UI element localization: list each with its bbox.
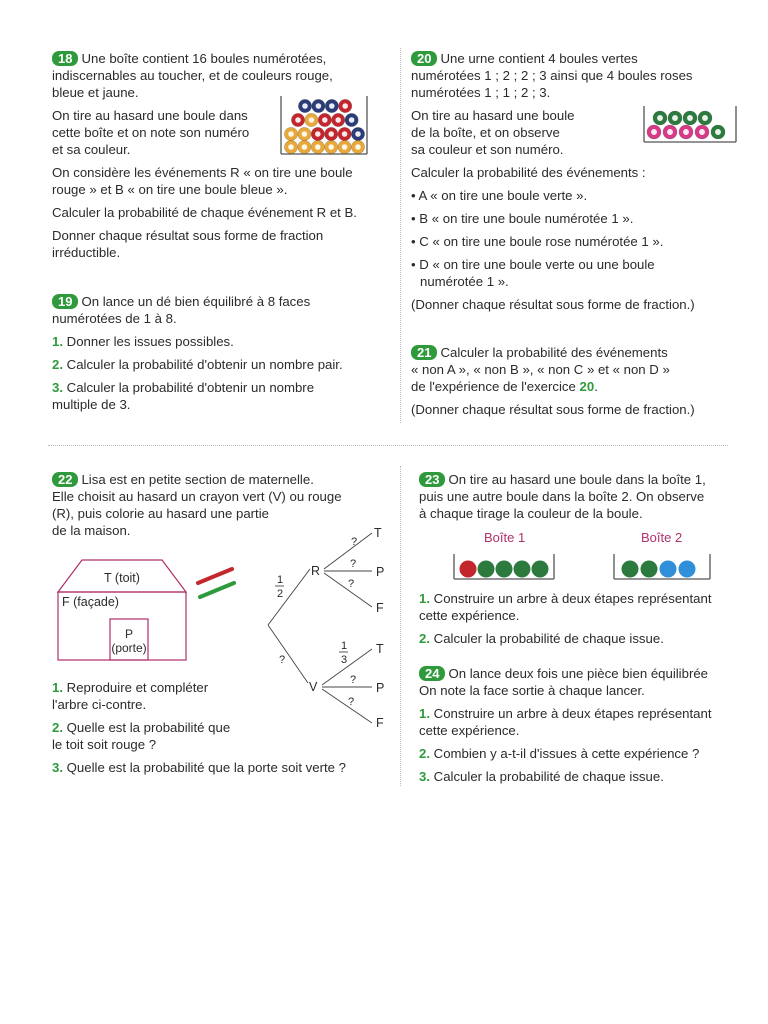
frac-vt-num: 1 (341, 640, 348, 652)
leaf-t-v: T (376, 642, 384, 656)
prob-vf-unknown: ? (348, 696, 355, 708)
exercise-number-badge: 18 (52, 51, 78, 66)
house-diagram (52, 556, 192, 664)
ball-number-spot (715, 129, 721, 135)
roof-label: T (toit) (104, 571, 140, 585)
text-line: et sa couleur. (52, 142, 131, 157)
leaf-f-r: F (376, 601, 384, 615)
leaf-t-r: T (374, 526, 382, 540)
prob-rp-unknown: ? (350, 558, 357, 570)
leaf-p-v: P (376, 681, 385, 695)
box-2-label: Boîte 2 (641, 530, 683, 545)
question-2: 2. Calculer la probabilité de chaque issue. (419, 631, 664, 646)
ball-number-spot (657, 115, 663, 121)
exercise-number-badge: 19 (52, 294, 78, 309)
ball-number-spot (322, 117, 328, 123)
red-ball-icon (460, 561, 477, 578)
text-line: Lisa est en petite section de maternelle. (81, 472, 314, 487)
text-line: On tire au hasard une boule (411, 108, 575, 123)
text-line: à chaque tirage la couleur de la boule. (419, 506, 643, 521)
prob-rf-unknown: ? (348, 578, 355, 590)
ball-number-spot (288, 131, 294, 137)
text-line: Une urne contient 4 boules vertes (440, 51, 638, 66)
box-1-illustration (452, 552, 556, 582)
box-2-illustration (612, 552, 712, 582)
ball-number-spot (672, 115, 678, 121)
ball-number-spot (328, 131, 334, 137)
ball-number-spot (667, 129, 673, 135)
instruction-note: (Donner chaque résultat sous forme de fraction.) (411, 297, 695, 312)
ball-number-spot (302, 103, 308, 109)
green-ball-icon (478, 561, 495, 578)
exercise-19 (52, 293, 382, 413)
exercise-20 (411, 50, 731, 313)
exercise-number-badge: 23 (419, 472, 445, 487)
text-line: numérotées 1 ; 2 ; 2 ; 3 ainsi que 4 boules roses (411, 68, 693, 83)
frac-vt-den: 3 (341, 654, 348, 666)
column-separator-top (400, 48, 401, 423)
ball-number-spot (355, 131, 361, 137)
ball-number-spot (315, 131, 321, 137)
text-line: de la boîte, et on observe (411, 125, 560, 140)
bullet-d: • D « on tire une boule verte ou une boule numérotée 1 ». (411, 257, 655, 289)
text-line: On lance un dé bien équilibré à 8 faces (81, 294, 311, 309)
text-line: cette boîte et on note son numéro (52, 125, 250, 140)
exercise-reference: 20 (579, 379, 595, 394)
bullet-c: • C « on tire une boule rose numérotée 1 ». (411, 234, 664, 249)
green-ball-icon (622, 561, 639, 578)
ball-number-spot (328, 144, 334, 150)
text-line: Une boîte contient 16 boules numérotées, (81, 51, 327, 66)
frac-r-den: 2 (277, 588, 284, 600)
text-line: de la maison. (52, 523, 131, 538)
leaf-p-r: P (376, 565, 385, 579)
column-separator-bottom (400, 466, 401, 786)
ball-number-spot (349, 117, 355, 123)
ball-number-spot (309, 117, 315, 123)
question-1: 1. Construire un arbre à deux étapes représentant cette expérience. (419, 591, 712, 623)
text-line: numérotées 1 ; 1 ; 2 ; 3. (411, 85, 551, 100)
ball-number-spot (355, 144, 361, 150)
prob-v-unknown: ? (279, 654, 286, 666)
box-1-label: Boîte 1 (484, 530, 526, 545)
green-ball-icon (496, 561, 513, 578)
bullet-a: • A « on tire une boule verte ». (411, 188, 588, 203)
text-line: Calculer la probabilité de chaque événement R et B. (52, 205, 357, 220)
exercise-21: 21 Calculer la probabilité des événements « non A », « non B », « non C » et « non D » de l'expérience de l'exercice 20. (Donner chaque résultat sous forme de fraction.) (411, 344, 731, 418)
ball-number-spot (683, 129, 689, 135)
question-3: 3. Calculer la probabilité d'obtenir un nombre multiple de 3. (52, 380, 315, 412)
ball-number-spot (329, 103, 335, 109)
frac-r-num: 1 (277, 574, 284, 586)
text-line: rouge » et B « on tire une boule bleue ». (52, 182, 288, 197)
blue-ball-icon (679, 561, 696, 578)
exercise-24 (419, 665, 744, 785)
question-2: 2. Combien y a-t-il d'issues à cette expérience ? (419, 746, 700, 761)
instruction-note: (Donner chaque résultat sous forme de fraction.) (411, 402, 695, 417)
question-2: 2. Quelle est la probabilité que le toit soit rouge ? (52, 720, 231, 752)
ball-number-spot (316, 103, 322, 109)
section-separator (48, 445, 728, 446)
ball-number-spot (342, 131, 348, 137)
text-line: On tire au hasard une boule dans (52, 108, 248, 123)
ball-number-spot (342, 103, 348, 109)
ball-number-spot (702, 115, 708, 121)
ball-number-spot (288, 144, 294, 150)
text-line: Calculer la probabilité des événements : (411, 165, 646, 180)
text-line: (R), puis colorie au hasard une partie (52, 506, 269, 521)
ball-number-spot (687, 115, 693, 121)
text-line: On tire au hasard une boule dans la boîte 1, (448, 472, 706, 487)
exercise-23 (419, 471, 739, 522)
question-3: 3. Quelle est la probabilité que la porte soit verte ? (52, 760, 346, 775)
ball-number-spot (302, 144, 308, 150)
exercise-23-questions (419, 590, 744, 647)
text-line: numérotées de 1 à 8. (52, 311, 177, 326)
text-line: bleue et jaune. (52, 85, 139, 100)
exercise-number-badge: 24 (419, 666, 445, 681)
question-1: 1. Reproduire et compléter l'arbre ci-contre. (52, 680, 209, 712)
door-label: P (124, 627, 134, 641)
green-ball-icon (514, 561, 531, 578)
ball-number-spot (295, 117, 301, 123)
ball-number-spot (699, 129, 705, 135)
question-1: 1. Construire un arbre à deux étapes représentant cette expérience. (419, 706, 712, 738)
ball-number-spot (342, 144, 348, 150)
node-v: V (309, 680, 318, 694)
question-2: 2. Calculer la probabilité d'obtenir un nombre pair. (52, 357, 343, 372)
exercise-number-badge: 20 (411, 51, 437, 66)
blue-ball-icon (660, 561, 677, 578)
text-line: sa couleur et son numéro. (411, 142, 564, 157)
text-line: On note la face sortie à chaque lancer. (419, 683, 645, 698)
exercise-22-questions (52, 679, 397, 776)
text-line: indiscernables au toucher, et de couleurs rouge, (52, 68, 333, 83)
text-line: irréductible. (52, 245, 121, 260)
ball-number-spot (651, 129, 657, 135)
facade-label: F (façade) (62, 595, 119, 609)
exercise-number-badge: 21 (411, 345, 437, 360)
text-line: Calculer la probabilité des événements (440, 345, 668, 360)
question-1: 1. Donner les issues possibles. (52, 334, 234, 349)
text-line: « non A », « non B », « non C » et « non D » (411, 362, 670, 377)
prob-vp-unknown: ? (350, 674, 357, 686)
door-label-2: (porte) (111, 641, 147, 655)
ball-number-spot (315, 144, 321, 150)
green-ball-icon (532, 561, 549, 578)
green-ball-icon (641, 561, 658, 578)
prob-rt-unknown: ? (351, 536, 358, 548)
crayons-icon (194, 563, 238, 603)
bullet-b: • B « on tire une boule numérotée 1 ». (411, 211, 634, 226)
ball-number-spot (302, 131, 308, 137)
urn-balls-illustration (642, 104, 738, 146)
node-r: R (311, 564, 321, 578)
ball-number-spot (335, 117, 341, 123)
text-line: Elle choisit au hasard un crayon vert (V) ou rouge (52, 489, 342, 504)
text-line: puis une autre boule dans la boîte 2. On observe (419, 489, 705, 504)
text-line: Donner chaque résultat sous forme de fraction (52, 228, 324, 243)
exercise-number-badge: 22 (52, 472, 78, 487)
ball-pyramid-illustration (278, 92, 370, 158)
leaf-f-v: F (376, 716, 384, 730)
text-line: On considère les événements R « on tire une boule (52, 165, 353, 180)
question-3: 3. Calculer la probabilité de chaque issue. (419, 769, 664, 784)
text-line: On lance deux fois une pièce bien équilibrée (448, 666, 709, 681)
